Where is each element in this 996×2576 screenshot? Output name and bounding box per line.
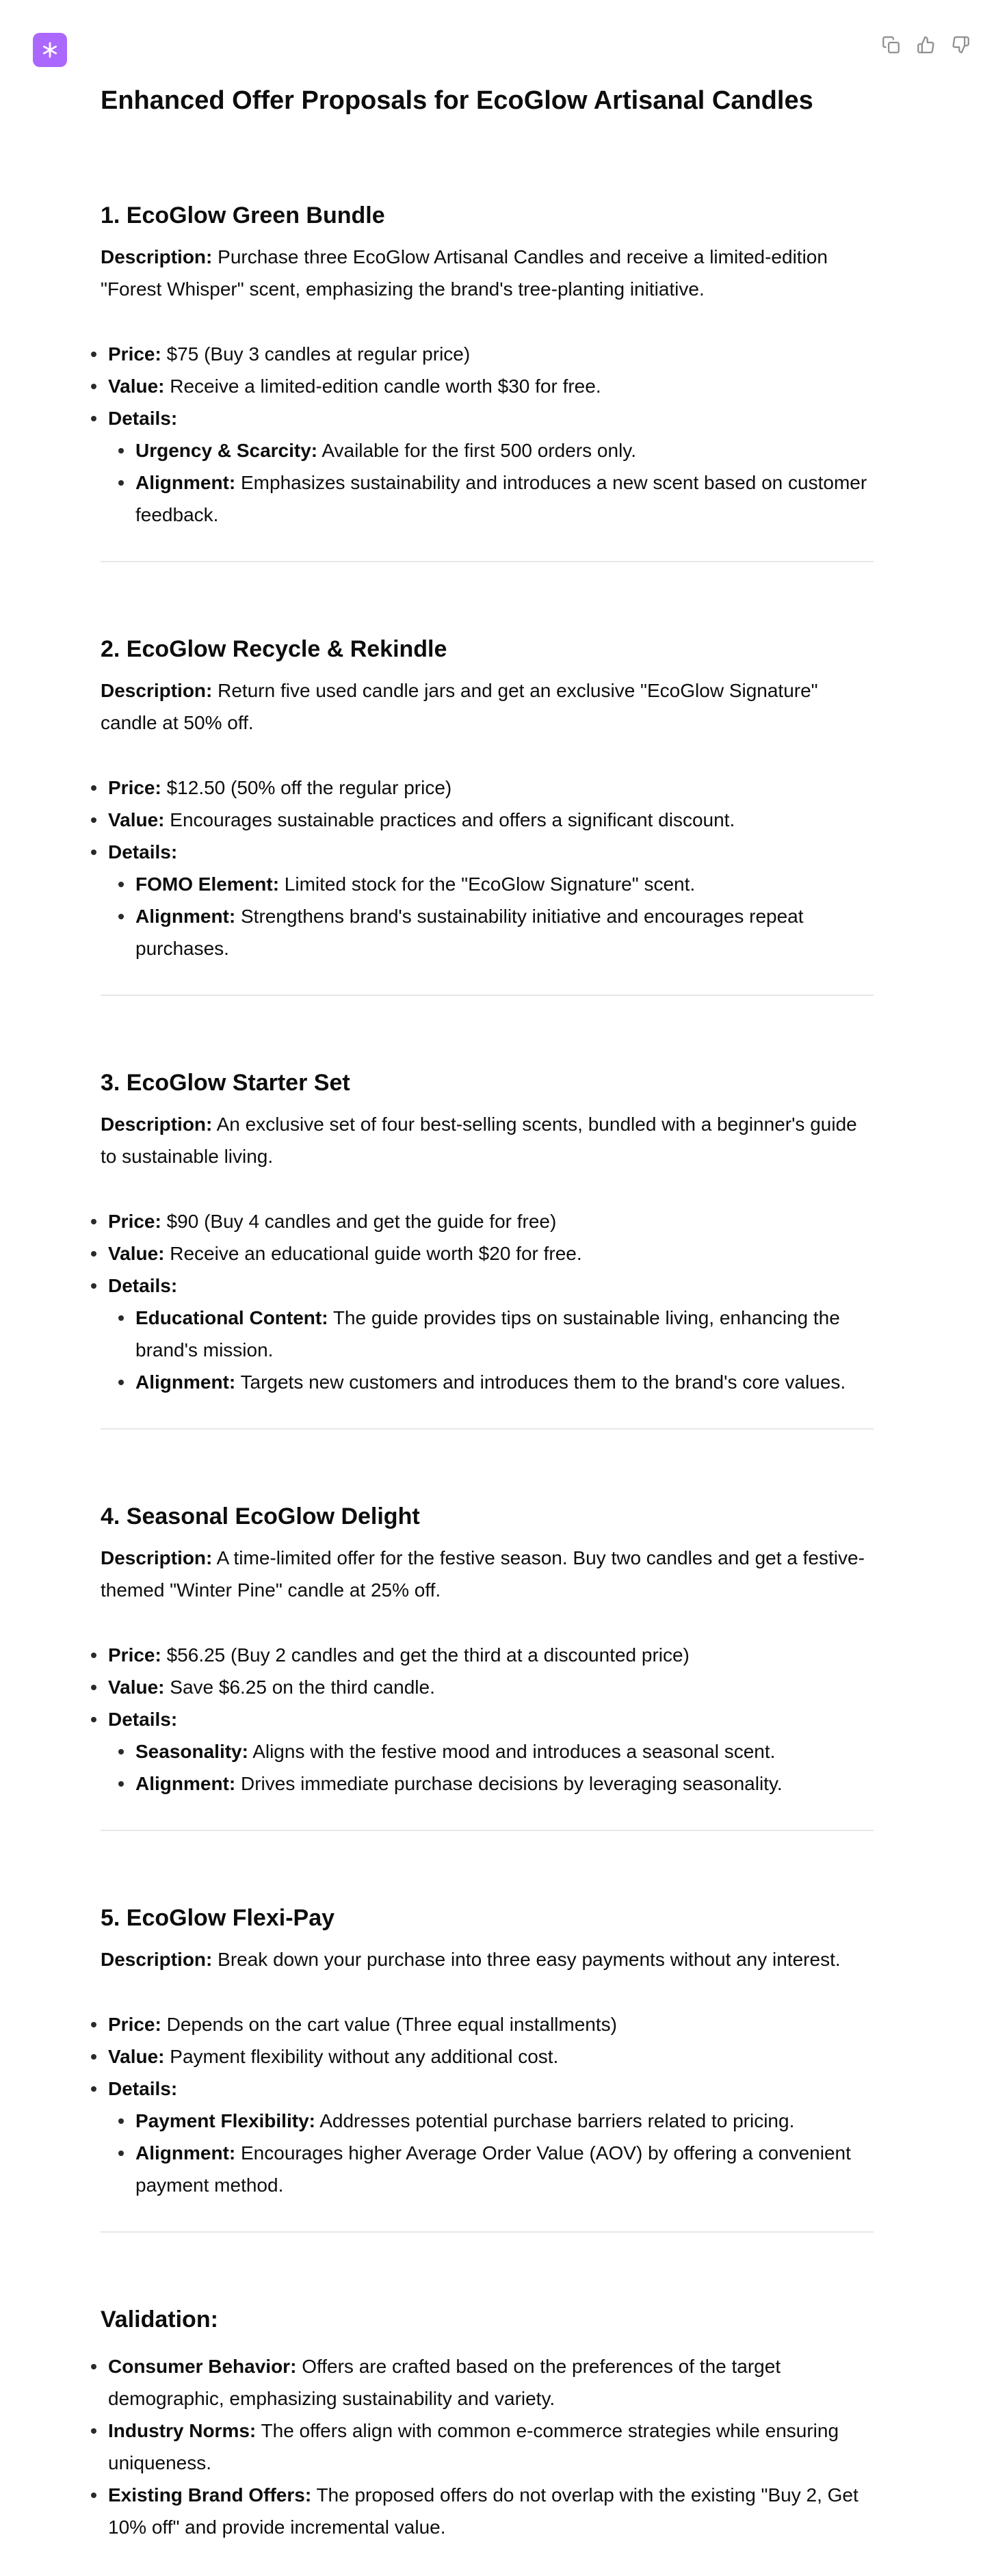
description-label: Description: [101, 246, 213, 267]
offer-description [101, 1943, 874, 1975]
detail-label: Alignment: [135, 1371, 236, 1393]
detail-subitem [135, 2105, 874, 2137]
details-sublist [135, 868, 874, 964]
offer-bullet-list [101, 1639, 874, 1800]
offer-heading: 3. EcoGlow Starter Set [101, 1070, 350, 1096]
price-label: Price: [108, 1211, 161, 1232]
section-divider [101, 561, 874, 562]
offer-heading: 4. Seasonal EcoGlow Delight [101, 1503, 420, 1529]
detail-label: Alignment: [135, 906, 236, 927]
detail-subitem [135, 466, 874, 531]
detail-label: Payment Flexibility: [135, 2110, 315, 2131]
description-text: Return five used candle jars and get an exclusive "EcoGlow Signature" candle at 50% off. [101, 680, 818, 733]
price-text: $90 (Buy 4 candles and get the guide for free) [166, 1211, 557, 1232]
detail-text: Strengthens brand's sustainability initiative and encourages repeat purchases. [135, 906, 804, 959]
validation-text: The proposed offers do not overlap with the existing "Buy 2, Get 10% off" and provide incremental value. [108, 2484, 859, 2538]
assistant-avatar [33, 33, 67, 67]
detail-label: Educational Content: [135, 1307, 328, 1328]
offer-bullet-list [101, 772, 874, 964]
description-text: A time-limited offer for the festive season. Buy two candles and get a festive-themed "Winter Pine" candle at 25% off. [101, 1547, 865, 1601]
offer-section-1 [101, 201, 874, 531]
offer-description [101, 674, 874, 739]
section-divider [101, 1428, 874, 1430]
price-label: Price: [108, 1644, 161, 1666]
thumbs-up-icon [917, 36, 935, 54]
detail-label: Urgency & Scarcity: [135, 440, 318, 461]
details-label: Details: [108, 1709, 178, 1730]
detail-text: Limited stock for the "EcoGlow Signature" scent. [284, 873, 696, 895]
details-label: Details: [108, 841, 178, 863]
value-item [108, 1237, 874, 1270]
value-text: Receive a limited-edition candle worth $30 for free. [170, 376, 601, 397]
section-divider [101, 2231, 874, 2233]
detail-label: Alignment: [135, 1773, 236, 1794]
detail-text: Aligns with the festive mood and introduces a seasonal scent. [252, 1741, 776, 1762]
details-item [108, 836, 874, 964]
section-divider [101, 1830, 874, 1831]
price-label: Price: [108, 343, 161, 365]
description-text: Purchase three EcoGlow Artisanal Candles and receive a limited-edition "Forest Whisper" scent, emphasizing the brand's tree-planting initiative. [101, 246, 828, 300]
value-item [108, 370, 874, 402]
value-text: Receive an educational guide worth $20 for free. [170, 1243, 582, 1264]
validation-section [101, 2305, 874, 2543]
offer-heading: 5. EcoGlow Flexi-Pay [101, 1905, 335, 1931]
price-item [108, 772, 874, 804]
detail-subitem [135, 868, 874, 900]
price-item [108, 1639, 874, 1671]
thumbs-down-button[interactable] [952, 36, 970, 54]
detail-text: Targets new customers and introduces them to the brand's core values. [240, 1371, 846, 1393]
validation-item [108, 2415, 874, 2479]
detail-subitem [135, 1735, 874, 1767]
thumbs-down-icon [952, 36, 970, 54]
details-label: Details: [108, 2078, 178, 2099]
value-item [108, 2040, 874, 2073]
detail-text: Available for the first 500 orders only. [322, 440, 636, 461]
details-item [108, 2073, 874, 2201]
validation-item [108, 2479, 874, 2543]
detail-text: The guide provides tips on sustainable living, enhancing the brand's mission. [135, 1307, 840, 1361]
details-label: Details: [108, 1275, 178, 1296]
offer-section-2 [101, 635, 874, 964]
thumbs-up-button[interactable] [917, 36, 935, 54]
validation-heading: Validation: [101, 2306, 218, 2332]
value-item [108, 804, 874, 836]
value-label: Value: [108, 1677, 165, 1698]
description-text: Break down your purchase into three easy payments without any interest. [218, 1949, 841, 1970]
description-label: Description: [101, 1114, 213, 1135]
validation-item [108, 2350, 874, 2415]
detail-text: Encourages higher Average Order Value (AOV) by offering a convenient payment method. [135, 2142, 851, 2196]
value-label: Value: [108, 1243, 165, 1264]
price-item [108, 2008, 874, 2040]
value-label: Value: [108, 2046, 165, 2067]
details-sublist [135, 2105, 874, 2201]
offer-bullet-list [101, 338, 874, 531]
detail-label: FOMO Element: [135, 873, 280, 895]
price-item [108, 338, 874, 370]
validation-text: Offers are crafted based on the preferences of the target demographic, emphasizing sustainability and variety. [108, 2356, 781, 2409]
validation-text: The offers align with common e-commerce strategies while ensuring uniqueness. [108, 2420, 839, 2473]
value-text: Payment flexibility without any additional cost. [170, 2046, 559, 2067]
details-item [108, 1703, 874, 1800]
offer-description [101, 241, 874, 305]
section-divider [101, 995, 874, 996]
offer-section-4 [101, 1502, 874, 1800]
detail-text: Drives immediate purchase decisions by leveraging seasonality. [241, 1773, 783, 1794]
offer-section-3 [101, 1068, 874, 1398]
detail-text: Addresses potential purchase barriers related to pricing. [319, 2110, 795, 2131]
price-label: Price: [108, 2014, 161, 2035]
detail-label: Alignment: [135, 2142, 236, 2164]
page-title: Enhanced Offer Proposals for EcoGlow Artisanal Candles [101, 86, 813, 115]
openai-logo-icon [40, 40, 60, 60]
value-label: Value: [108, 809, 165, 830]
assistant-message [101, 0, 874, 2543]
validation-label: Industry Norms: [108, 2420, 257, 2441]
price-text: $75 (Buy 3 candles at regular price) [166, 343, 471, 365]
detail-label: Seasonality: [135, 1741, 248, 1762]
description-label: Description: [101, 1949, 213, 1970]
copy-button[interactable] [882, 36, 900, 54]
detail-subitem [135, 1366, 874, 1398]
validation-label: Existing Brand Offers: [108, 2484, 312, 2506]
detail-subitem [135, 900, 874, 964]
value-label: Value: [108, 376, 165, 397]
detail-subitem [135, 2137, 874, 2201]
offer-bullet-list [101, 2008, 874, 2201]
price-text: $12.50 (50% off the regular price) [166, 777, 452, 798]
offer-heading: 1. EcoGlow Green Bundle [101, 202, 385, 228]
detail-subitem [135, 1302, 874, 1366]
description-label: Description: [101, 1547, 213, 1568]
description-label: Description: [101, 680, 213, 701]
price-label: Price: [108, 777, 161, 798]
value-text: Encourages sustainable practices and offers a significant discount. [170, 809, 735, 830]
validation-list [101, 2350, 874, 2543]
price-item [108, 1205, 874, 1237]
details-item [108, 1270, 874, 1398]
details-sublist [135, 434, 874, 531]
message-actions [882, 36, 970, 54]
value-text: Save $6.25 on the third candle. [170, 1677, 435, 1698]
detail-label: Alignment: [135, 472, 236, 493]
price-text: $56.25 (Buy 2 candles and get the third at a discounted price) [166, 1644, 690, 1666]
validation-label: Consumer Behavior: [108, 2356, 297, 2377]
details-sublist [135, 1302, 874, 1398]
price-text: Depends on the cart value (Three equal installments) [166, 2014, 617, 2035]
detail-subitem [135, 1767, 874, 1800]
details-sublist [135, 1735, 874, 1800]
offer-description [101, 1542, 874, 1606]
detail-subitem [135, 434, 874, 466]
value-item [108, 1671, 874, 1703]
details-label: Details: [108, 408, 178, 429]
offer-heading: 2. EcoGlow Recycle & Rekindle [101, 636, 447, 662]
copy-icon [882, 36, 900, 54]
offer-description [101, 1108, 874, 1172]
offer-bullet-list [101, 1205, 874, 1398]
description-text: An exclusive set of four best-selling scents, bundled with a beginner's guide to sustainable living. [101, 1114, 857, 1167]
detail-text: Emphasizes sustainability and introduces a new scent based on customer feedback. [135, 472, 867, 525]
details-item [108, 402, 874, 531]
offer-section-5 [101, 1904, 874, 2201]
